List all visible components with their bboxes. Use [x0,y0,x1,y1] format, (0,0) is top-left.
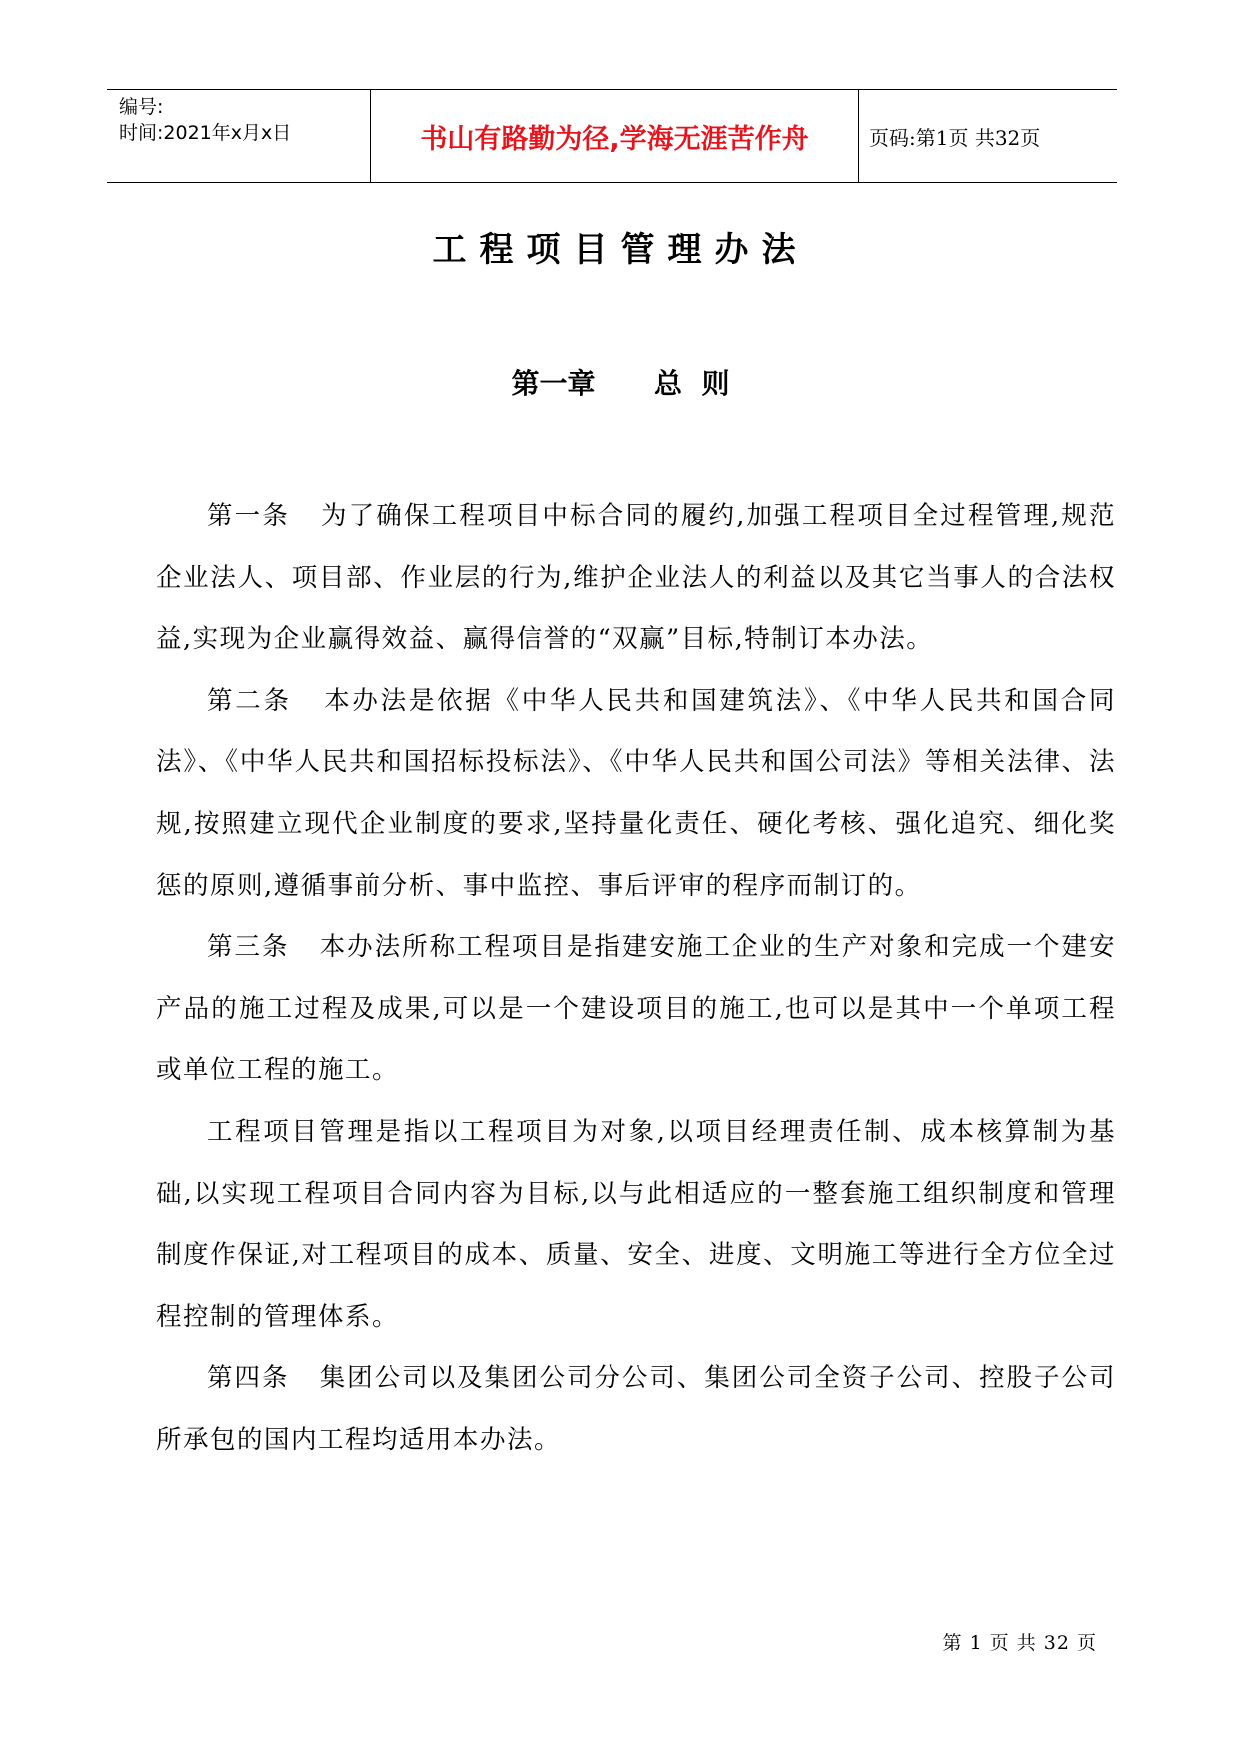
header-motto-cell [371,90,859,182]
document-number-label: 编号: [119,96,164,118]
article-text: 工程项目管理是指以工程项目为对象,以项目经理责任制、成本核算制为基础,以实现工程项目合同内容为目标,以与此相适应的一整套施工组织制度和管理制度作保证,对工程项目的成本、质量、安全、进度、文明施工等进行全方位全过程控制的管理体系。 [156,1116,1116,1332]
document-title: 工程项目管理办法 [432,230,809,270]
page-header [107,89,1117,183]
article-paragraph [156,1348,1116,1471]
article-number: 第四条 [207,1363,290,1394]
article-number: 第一条 [207,501,291,531]
document-time-label: 时间:2021年x月x日 [119,122,292,144]
article-number: 第二条 [207,685,292,716]
document-body [156,486,1116,1472]
article-text: 本办法所称工程项目是指建安施工企业的生产对象和完成一个建安产品的施工过程及成果,可以是一个建设项目的施工,也可以是其中一个单项工程或单位工程的施工。 [156,932,1116,1086]
chapter-heading: 第一章 总 则 [511,367,730,400]
article-text: 为了确保工程项目中标合同的履约,加强工程项目全过程管理,规范企业法人、项目部、作业层的行为,维护企业法人的利益以及其它当事人的合法权益,实现为企业赢得效益、赢得信誉的“双赢”目标,特制订本办法。 [156,501,1116,655]
header-meta-cell [107,90,371,182]
article-paragraph [156,917,1116,1102]
article-paragraph [156,671,1116,917]
article-text: 集团公司以及集团公司分公司、集团公司全资子公司、控股子公司所承包的国内工程均适用本办法。 [156,1363,1116,1455]
header-motto: 书山有路勤为径,学海无涯苦作舟 [420,123,809,155]
page-footer: 第 1 页 共 32 页 [942,1632,1097,1654]
article-number: 第三条 [207,932,290,963]
article-paragraph [156,486,1116,671]
header-page-cell [859,90,1117,182]
article-text: 本办法是依据《中华人民共和国建筑法》、《中华人民共和国合同法》、《中华人民共和国招标投标法》、《中华人民共和国公司法》等相关法律、法规,按照建立现代企业制度的要求,坚持量化责任、硬化考核、强化追究、细化奖惩的原则,遵循事前分析、事中监控、事后评审的程序而制订的。 [156,685,1116,901]
header-page-number: 页码:第1页 共32页 [869,125,1041,150]
article-paragraph [156,1102,1116,1348]
